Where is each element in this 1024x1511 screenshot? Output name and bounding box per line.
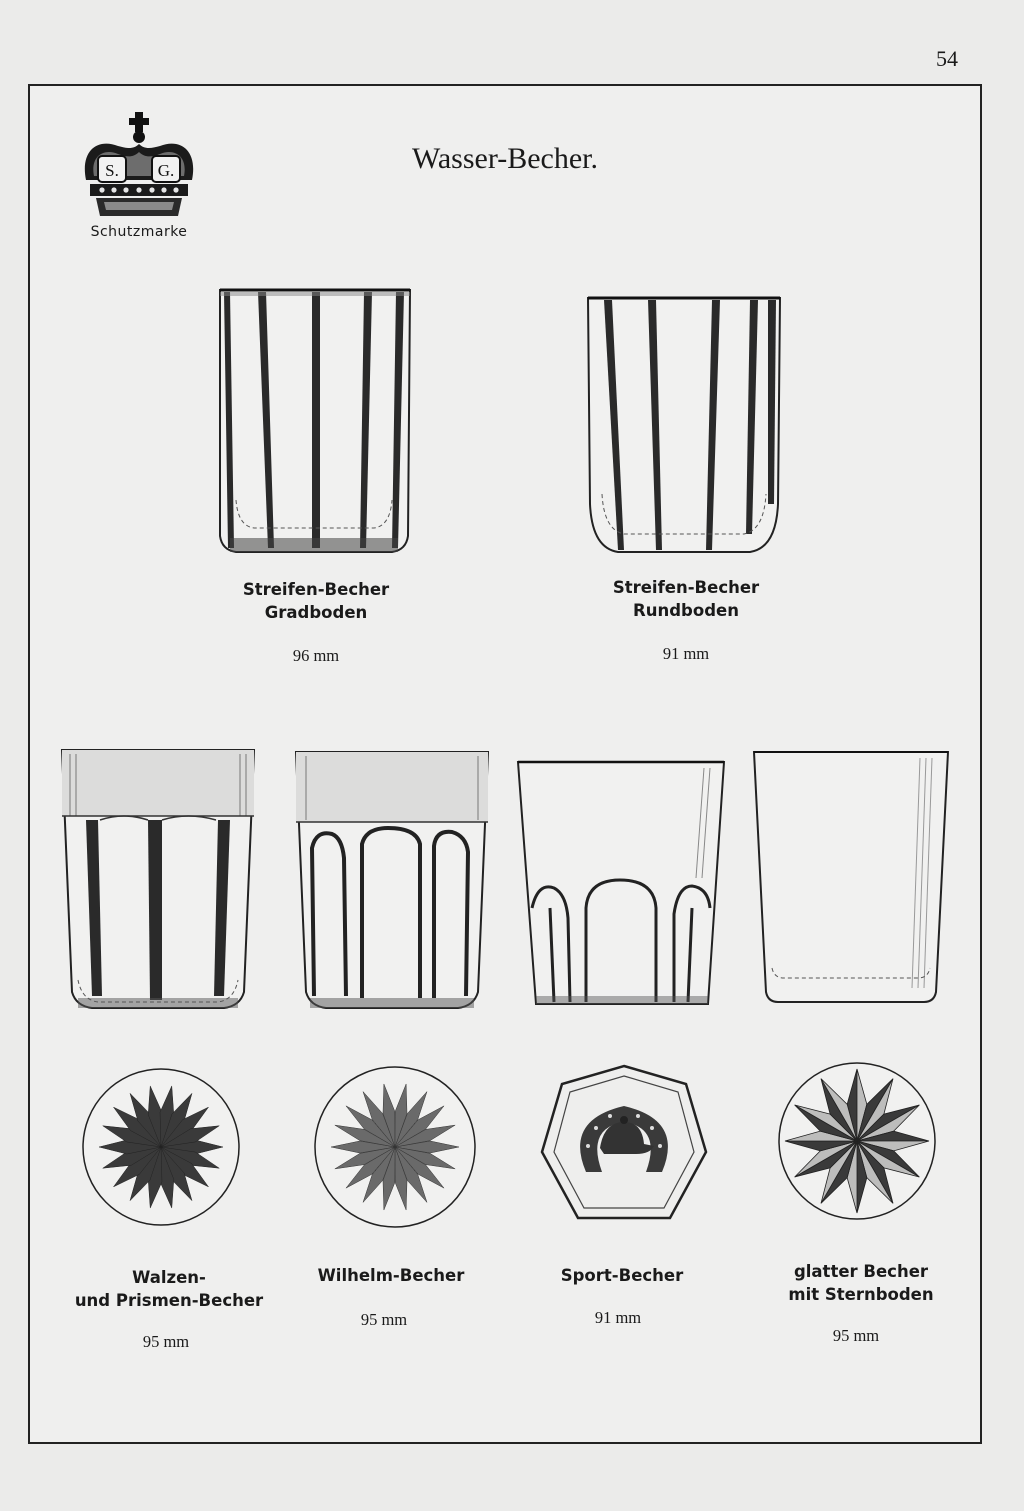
logo-letter-s: S. — [105, 161, 119, 180]
size-walzen-prismen-becher: 95 mm — [142, 1332, 190, 1351]
page-number: 54 — [936, 46, 958, 71]
caption-streifen-becher-gradboden — [206, 578, 426, 624]
trademark-caption: Schutzmarke — [90, 224, 188, 240]
caption-line: Streifen-Becher — [612, 578, 760, 597]
walzen-becher-bottom-view — [80, 1066, 242, 1228]
crown-icon — [78, 110, 200, 222]
size-streifen-becher-gradboden: 96 mm — [292, 646, 340, 665]
sternboden-bottom-view — [776, 1060, 938, 1222]
logo-letter-g: G. — [157, 161, 175, 180]
glatter-becher-drawing — [750, 748, 952, 1008]
size-sport-becher: 91 mm — [594, 1308, 642, 1327]
sport-becher-bottom-view — [538, 1062, 710, 1228]
caption-wilhelm-becher — [288, 1264, 494, 1287]
caption-walzen-prismen-becher — [56, 1266, 282, 1312]
size-wilhelm-becher: 95 mm — [360, 1310, 408, 1329]
page-title: Wasser-Becher. — [411, 142, 599, 175]
caption-line: Wilhelm-Becher — [317, 1266, 465, 1285]
caption-line: glatter Becher — [793, 1262, 929, 1281]
caption-sport-becher — [524, 1264, 720, 1287]
wilhelm-becher-bottom-view — [312, 1064, 478, 1230]
caption-line: Rundboden — [633, 601, 739, 620]
walzen-prismen-becher-drawing — [58, 746, 258, 1012]
caption-line: mit Sternboden — [788, 1285, 934, 1304]
streifen-becher-gradboden-drawing — [214, 286, 414, 558]
caption-line: und Prismen-Becher — [74, 1291, 264, 1310]
size-glatter-becher: 95 mm — [832, 1326, 880, 1345]
size-streifen-becher-rundboden: 91 mm — [662, 644, 710, 663]
caption-glatter-becher — [758, 1260, 964, 1306]
streifen-becher-rundboden-drawing — [584, 294, 784, 558]
wilhelm-becher-drawing — [292, 748, 492, 1012]
caption-line: Streifen-Becher — [242, 580, 390, 599]
caption-line: Sport-Becher — [560, 1266, 684, 1285]
sport-becher-drawing — [514, 758, 728, 1010]
caption-streifen-becher-rundboden — [576, 576, 796, 622]
caption-line: Gradboden — [264, 603, 368, 622]
caption-line: Walzen- — [132, 1268, 206, 1287]
trademark-logo — [74, 110, 204, 250]
